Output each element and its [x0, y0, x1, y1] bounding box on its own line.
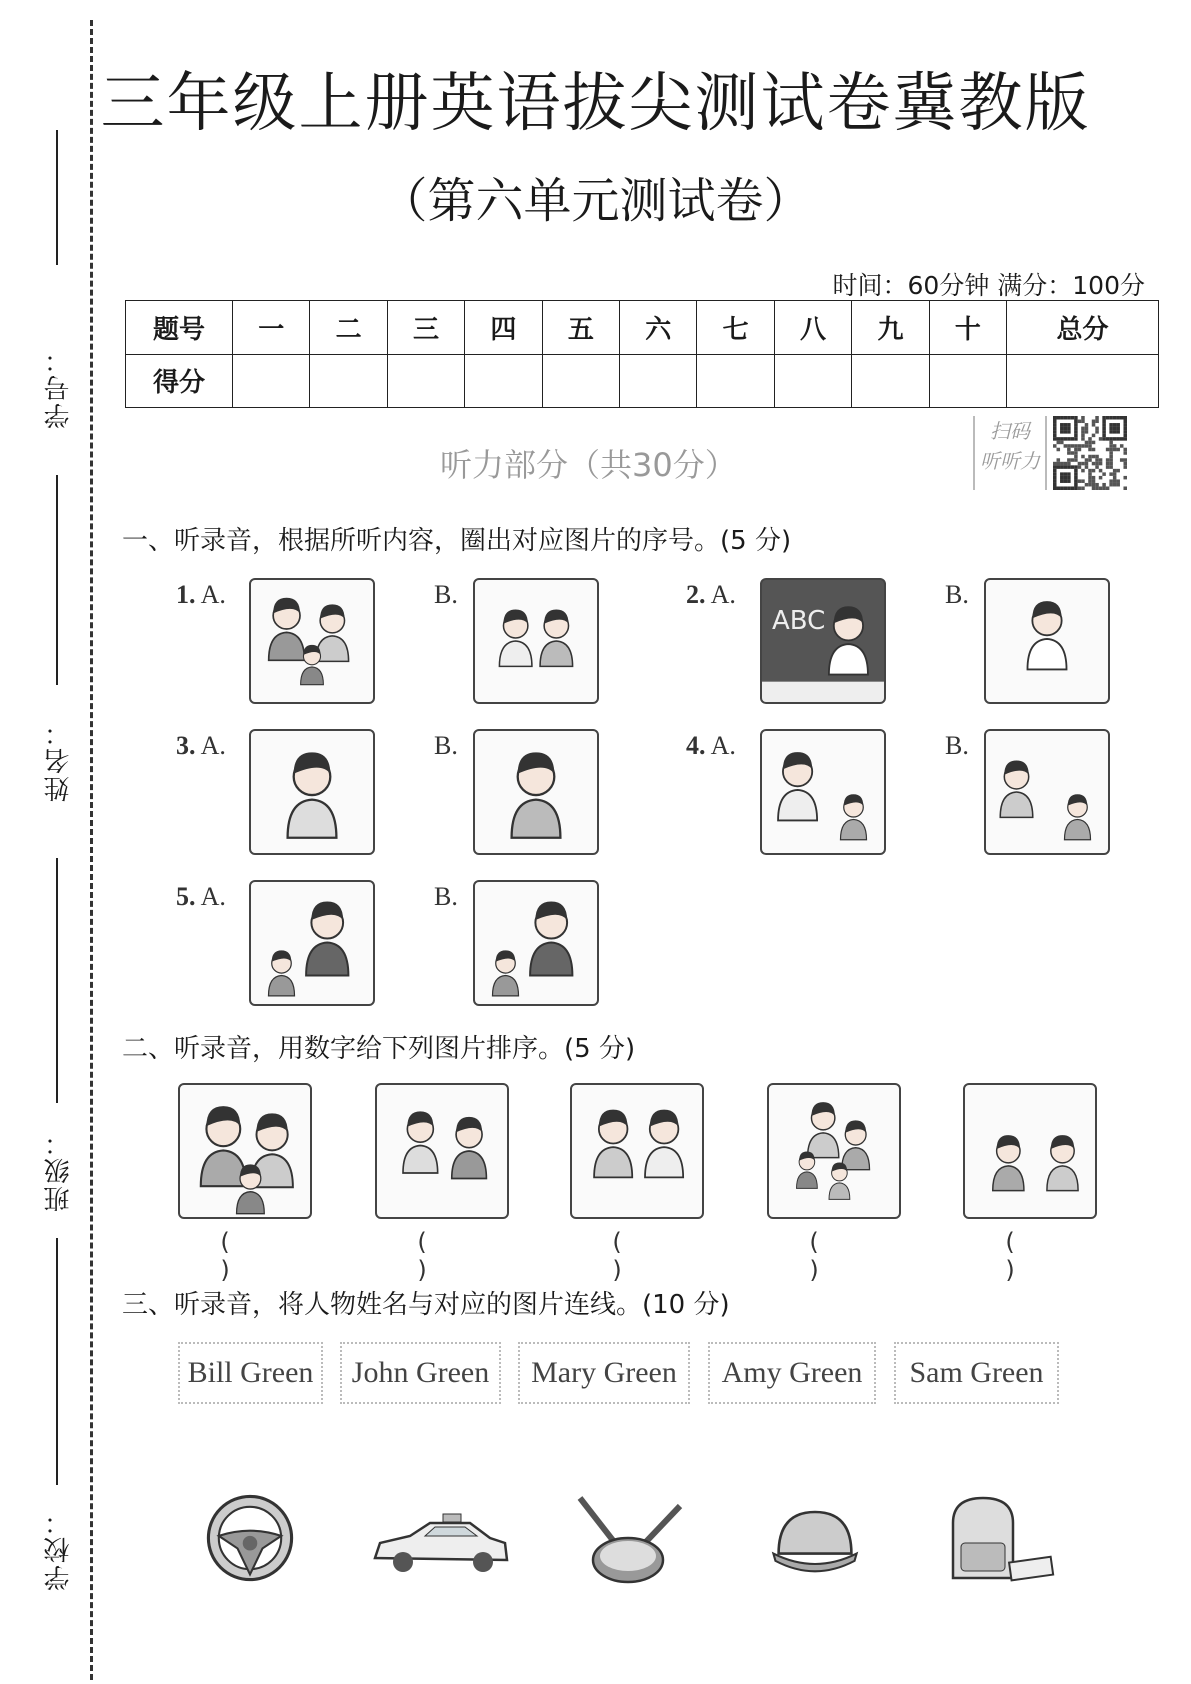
order-blank[interactable]: ( ): [809, 1228, 859, 1284]
question-4-label: [686, 731, 736, 761]
header-cell: 六: [620, 301, 697, 355]
score-cell[interactable]: [852, 354, 929, 408]
header-cell: 总分: [1007, 301, 1159, 355]
option-b-label: B.: [945, 731, 969, 760]
score-cell[interactable]: [929, 354, 1006, 408]
time-info: 时间：60分钟 满分：100分: [832, 271, 1145, 300]
score-table: [125, 300, 1159, 408]
page-subtitle: （第六单元测试卷）: [379, 173, 812, 229]
question-4-option-a-picture[interactable]: [760, 729, 886, 855]
option-a-label: A.: [200, 882, 226, 911]
question-number: 2.: [686, 580, 706, 609]
header-cell: 四: [465, 301, 542, 355]
qr-label-line: 听听力: [980, 449, 1040, 473]
question-3-option-a-picture[interactable]: [249, 729, 375, 855]
score-table-header-row: [126, 301, 1159, 355]
header-cell: 十: [929, 301, 1006, 355]
frying-pan-icon[interactable]: [570, 1486, 695, 1590]
score-cell[interactable]: [1007, 354, 1159, 408]
question-5-option-b-picture[interactable]: [473, 880, 599, 1006]
question-number: 5.: [176, 882, 196, 911]
ordering-picture-4: [767, 1083, 901, 1219]
question-1-option-a-picture[interactable]: [249, 578, 375, 704]
ordering-picture-1: [178, 1083, 312, 1219]
schoolbag-icon[interactable]: [928, 1486, 1058, 1590]
helmet-icon[interactable]: [760, 1486, 870, 1590]
score-cell[interactable]: [697, 354, 774, 408]
question-2-option-a-picture[interactable]: [760, 578, 886, 704]
section2-heading: 二、听录音，用数字给下列图片排序。(5 分): [122, 1034, 636, 1064]
listening-header: 听力部分（共30分）: [440, 446, 737, 484]
question-3-label: [176, 731, 226, 761]
header-cell: 七: [697, 301, 774, 355]
section1-heading: 一、听录音，根据所听内容，圈出对应图片的序号。(5 分): [122, 526, 792, 556]
class-line[interactable]: [56, 858, 58, 1103]
header-cell: 二: [310, 301, 387, 355]
cut-line: [90, 20, 93, 1680]
page-title: 三年级上册英语拔尖测试卷冀教版: [100, 67, 1091, 141]
score-cell[interactable]: [233, 354, 310, 408]
name-box-mary[interactable]: Mary Green: [518, 1342, 690, 1404]
order-blank[interactable]: ( ): [612, 1228, 662, 1284]
score-cell[interactable]: [774, 354, 851, 408]
header-cell: 九: [852, 301, 929, 355]
option-b-label: B.: [434, 580, 458, 609]
steering-wheel-icon[interactable]: [195, 1486, 305, 1590]
qr-label: [973, 416, 1047, 490]
header-cell: 三: [387, 301, 464, 355]
header-cell: 八: [774, 301, 851, 355]
question-number: 4.: [686, 731, 706, 760]
question-4-option-b-picture[interactable]: [984, 729, 1110, 855]
question-3-option-b-picture[interactable]: [473, 729, 599, 855]
name-box-bill[interactable]: Bill Green: [178, 1342, 323, 1404]
name-box-amy[interactable]: Amy Green: [708, 1342, 876, 1404]
ordering-picture-3: [570, 1083, 704, 1219]
option-a-label: A.: [200, 580, 226, 609]
option-a-label: A.: [200, 731, 226, 760]
score-table-score-row: [126, 354, 1159, 408]
option-a-label: A.: [710, 731, 736, 760]
score-cell[interactable]: [310, 354, 387, 408]
section3-heading: 三、听录音，将人物姓名与对应的图片连线。(10 分): [122, 1290, 730, 1320]
option-b-label: B.: [945, 580, 969, 609]
qr-label-line: 扫码: [990, 419, 1030, 443]
option-b-label: B.: [434, 731, 458, 760]
name-box-sam[interactable]: Sam Green: [894, 1342, 1059, 1404]
order-blank[interactable]: ( ): [1005, 1228, 1055, 1284]
question-number: 1.: [176, 580, 196, 609]
taxi-icon[interactable]: [365, 1486, 515, 1590]
header-cell: 题号: [126, 301, 233, 355]
name-box-john[interactable]: John Green: [340, 1342, 501, 1404]
question-1-option-b-picture[interactable]: [473, 578, 599, 704]
name-label: 姓名：: [44, 718, 74, 802]
class-label: 班级：: [44, 1128, 74, 1212]
header-cell: 五: [542, 301, 619, 355]
row-label: 得分: [126, 354, 233, 408]
score-cell[interactable]: [542, 354, 619, 408]
question-2-option-b-picture[interactable]: [984, 578, 1110, 704]
option-b-label: B.: [434, 882, 458, 911]
order-blank[interactable]: ( ): [220, 1228, 270, 1284]
blackboard-text: ABC: [772, 606, 826, 636]
score-cell[interactable]: [620, 354, 697, 408]
score-cell[interactable]: [465, 354, 542, 408]
header-cell: 一: [233, 301, 310, 355]
ordering-picture-2: [375, 1083, 509, 1219]
question-number: 3.: [176, 731, 196, 760]
qr-code-icon[interactable]: [1053, 416, 1127, 490]
student-id-label: 学号：: [44, 345, 74, 429]
question-5-option-a-picture[interactable]: [249, 880, 375, 1006]
question-2-label: [686, 580, 736, 610]
school-line[interactable]: [56, 1238, 58, 1485]
order-blank[interactable]: ( ): [417, 1228, 467, 1284]
ordering-picture-5: [963, 1083, 1097, 1219]
school-label: 学校：: [44, 1507, 74, 1591]
name-line[interactable]: [56, 475, 58, 685]
question-5-label: [176, 882, 226, 912]
option-a-label: A.: [710, 580, 736, 609]
question-1-label: [176, 580, 226, 610]
score-cell[interactable]: [387, 354, 464, 408]
